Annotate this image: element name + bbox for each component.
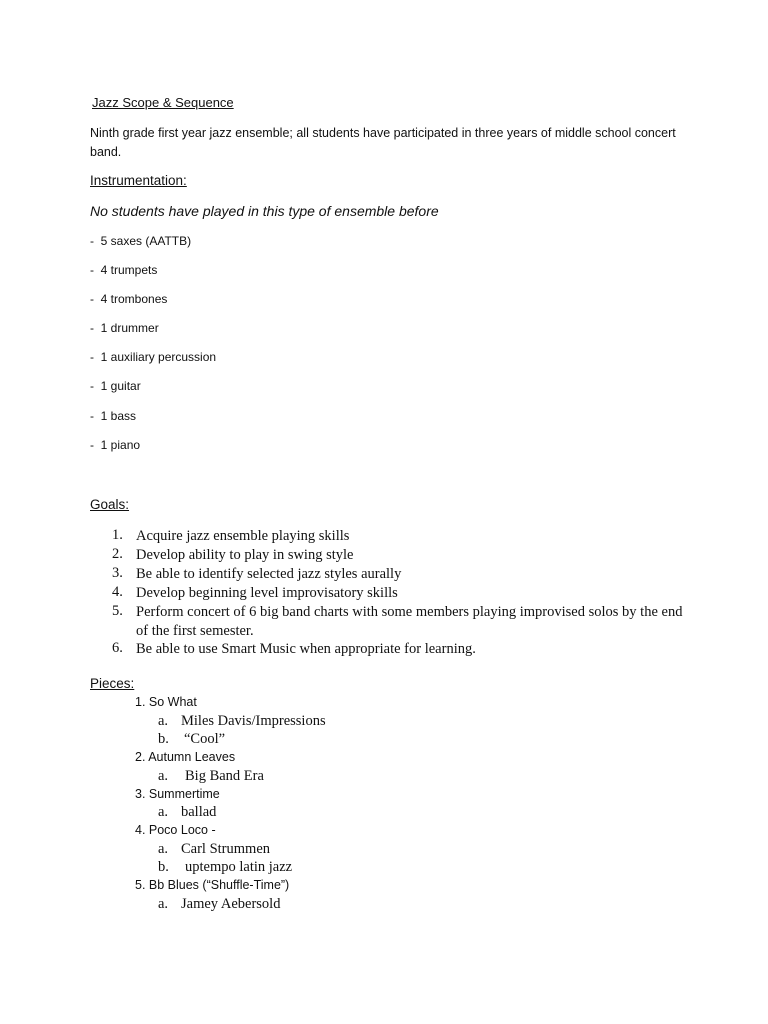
piece-title: 1. So What: [135, 695, 197, 709]
instrument-label: 1 guitar: [100, 379, 141, 393]
piece-title: 4. Poco Loco -: [135, 823, 216, 837]
goal-text: Perform concert of 6 big band charts with some members playing improvised solos by the end of the first semester.: [136, 604, 683, 639]
piece-title: 2. Autumn Leaves: [135, 750, 236, 764]
sub-text: “Cool”: [184, 731, 226, 747]
sub-text: Carl Strummen: [181, 841, 271, 857]
bullet-dash: -: [90, 234, 94, 248]
goal-text: Be able to use Smart Music when appropriate for learning.: [136, 641, 476, 657]
goal-number: 2.: [112, 546, 123, 562]
instrumentation-heading: Instrumentation:: [90, 173, 187, 188]
goal-text: Develop ability to play in swing style: [136, 547, 354, 563]
sub-letter: a.: [158, 804, 169, 820]
instrument-item: [90, 379, 141, 393]
instrument-label: 1 drummer: [100, 321, 159, 335]
goal-number: 6.: [112, 640, 123, 656]
goal-number: 4.: [112, 584, 123, 600]
intro-paragraph: Ninth grade first year jazz ensemble; all students have participated in three years of middle school concert band.: [90, 126, 676, 159]
instrument-label: 5 saxes (AATTB): [100, 234, 192, 248]
piece-title: 3. Summertime: [135, 787, 220, 801]
instrumentation-note: No students have played in this type of ensemble before: [90, 203, 439, 219]
page-title: Jazz Scope & Sequence: [92, 95, 234, 110]
sub-letter: b.: [158, 731, 169, 747]
instrument-item: [90, 438, 140, 452]
instrument-label: 1 bass: [100, 409, 137, 423]
bullet-dash: -: [90, 321, 94, 335]
instrument-label: 4 trombones: [100, 292, 168, 306]
goals-heading: Goals:: [90, 497, 130, 512]
bullet-dash: -: [90, 409, 94, 423]
instrument-item: [90, 321, 159, 335]
goal-text: Be able to identify selected jazz styles aurally: [136, 566, 402, 582]
goal-number: 1.: [112, 527, 123, 543]
instrument-item: [90, 350, 216, 364]
instrument-item: [90, 409, 136, 423]
sub-letter: a.: [158, 896, 169, 912]
sub-text: Big Band Era: [185, 768, 264, 784]
sub-letter: a.: [158, 768, 169, 784]
instrument-label: 1 piano: [100, 438, 141, 452]
sub-letter: a.: [158, 841, 169, 857]
instrument-label: 1 auxiliary percussion: [100, 350, 217, 364]
pieces-heading: Pieces:: [90, 676, 135, 691]
bullet-dash: -: [90, 292, 94, 306]
sub-text: ballad: [181, 804, 217, 820]
bullet-dash: -: [90, 438, 94, 452]
goal-number: 5.: [112, 603, 123, 619]
sub-letter: b.: [158, 859, 169, 875]
bullet-dash: -: [90, 379, 94, 393]
sub-text: Jamey Aebersold: [181, 896, 281, 912]
instrument-item: [90, 292, 167, 306]
goal-text: Acquire jazz ensemble playing skills: [136, 528, 350, 544]
sub-text: Miles Davis/Impressions: [181, 713, 326, 729]
piece-title: 5. Bb Blues (“Shuffle-Time”): [135, 878, 290, 892]
bullet-dash: -: [90, 350, 94, 364]
sub-letter: a.: [158, 713, 169, 729]
bullet-dash: -: [90, 263, 94, 277]
goal-number: 3.: [112, 565, 123, 581]
sub-text: uptempo latin jazz: [185, 859, 293, 875]
instrument-item: [90, 263, 157, 277]
instrument-item: [90, 234, 191, 248]
goal-text: Develop beginning level improvisatory skills: [136, 585, 398, 601]
instrument-label: 4 trumpets: [100, 263, 158, 277]
